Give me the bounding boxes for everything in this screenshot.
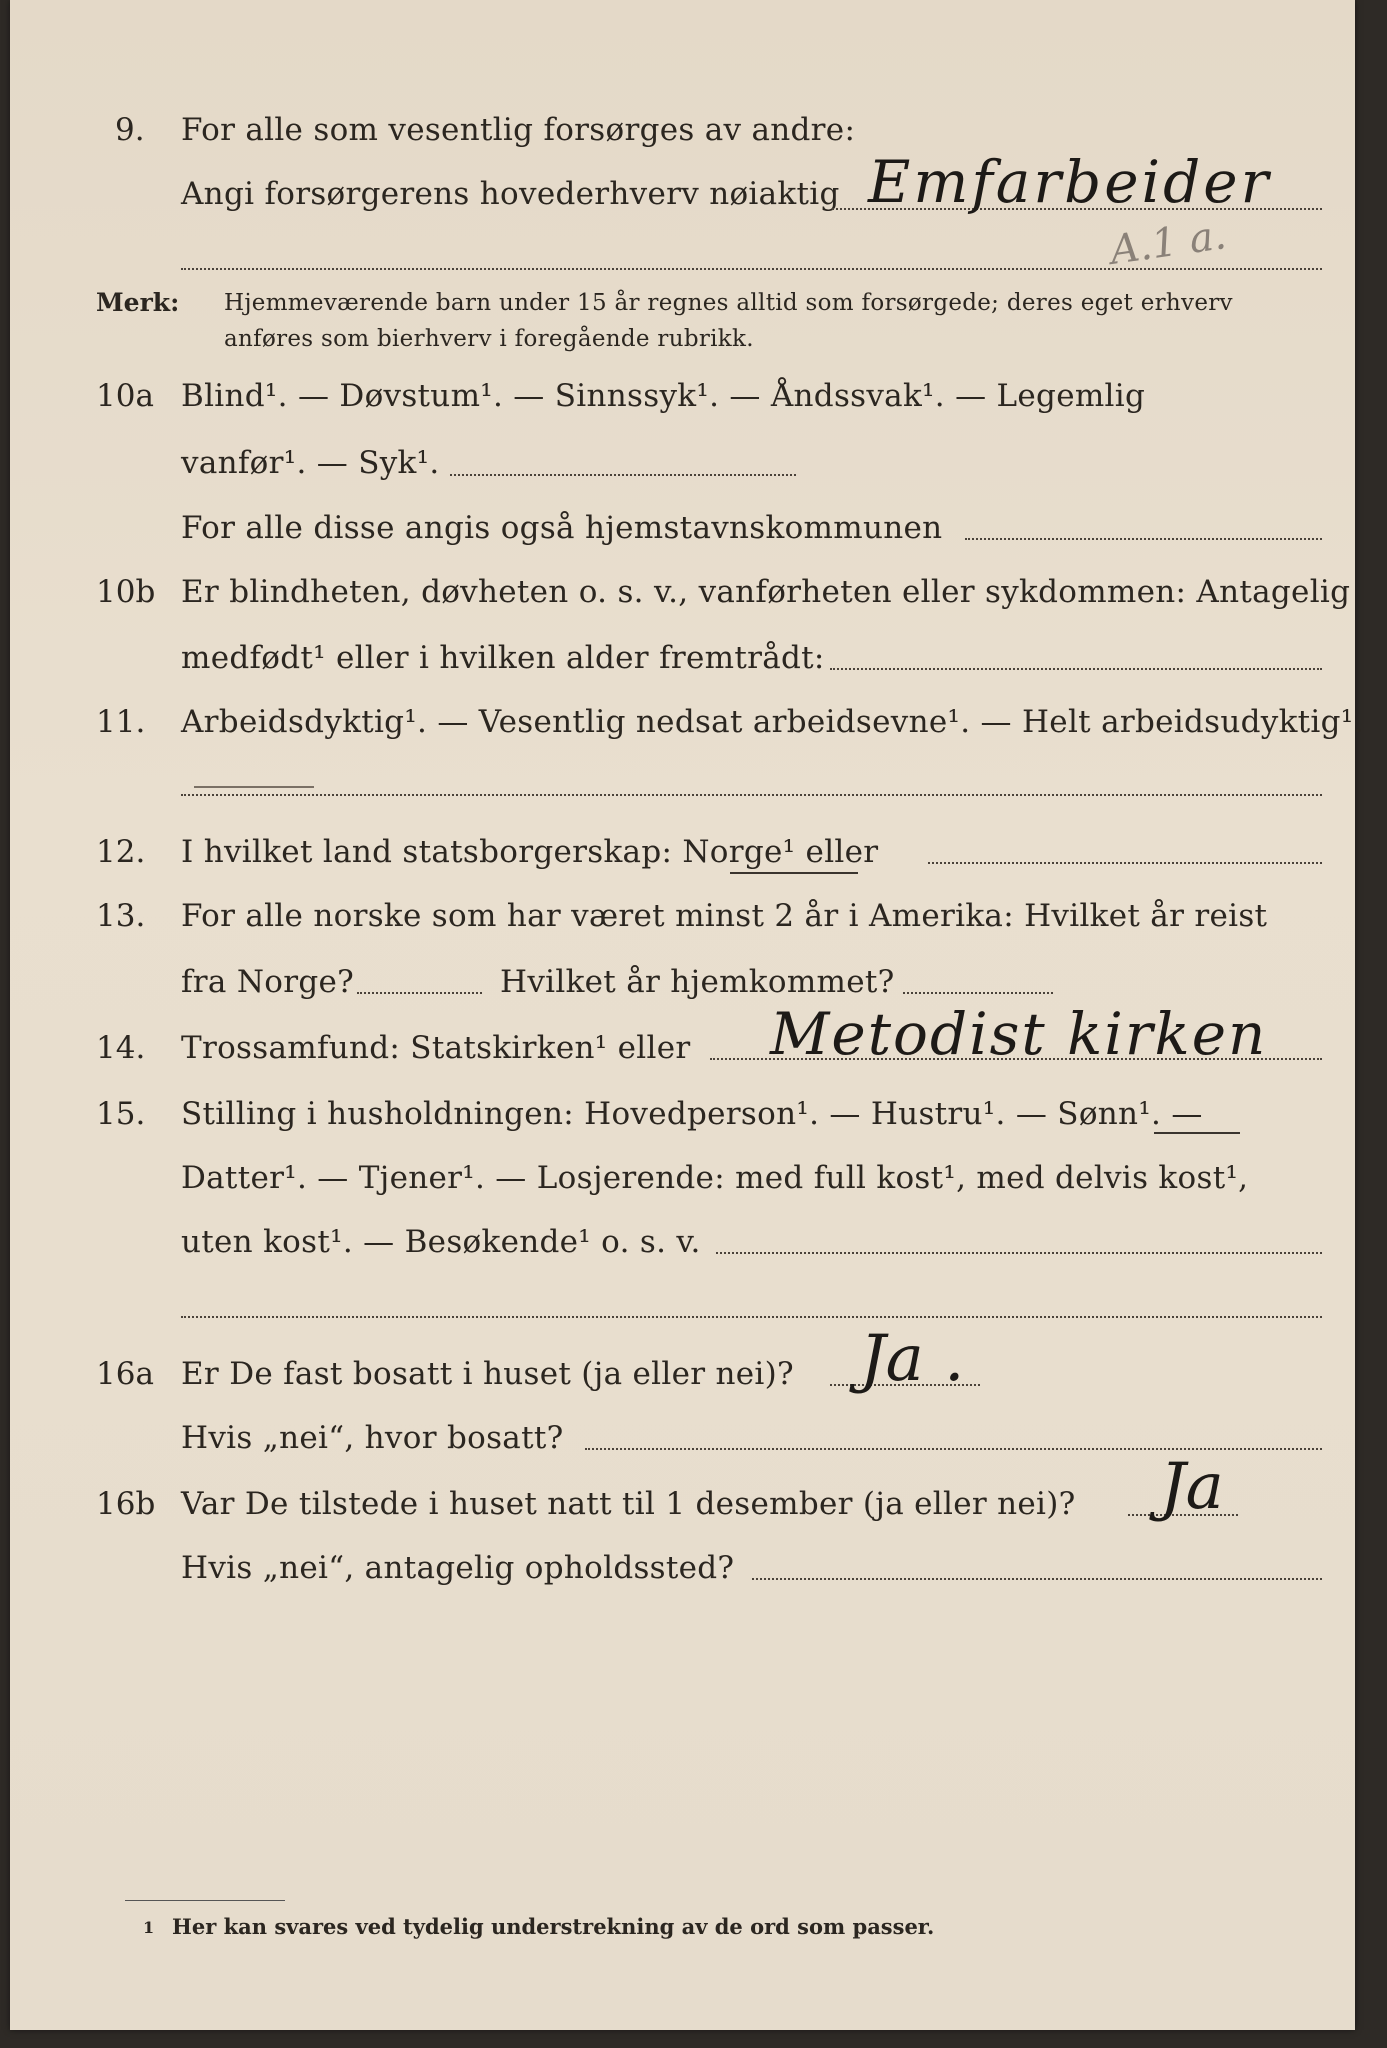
footnote-rule [125,1900,285,1901]
q16a-number: 16a [96,1356,154,1392]
q10a-line1: Blind¹. — Døvstum¹. — Sinnssyk¹. — Åndssvak¹. — Legemlig [181,378,1146,414]
q12-line1: I hvilket land statsborgerskap: Norge¹ eller [181,834,879,870]
q9-number: 9. [115,112,145,148]
q16a-line2: Hvis „nei“, hvor bosatt? [181,1420,564,1456]
q14-handwritten-answer: Metodist kirken [770,1000,1268,1068]
q11-pen-stroke [194,786,314,788]
q11-number: 11. [96,704,146,740]
q10b-line2: medfødt¹ eller i hvilken alder fremtrådt: [181,640,825,676]
q13-dotted-line-2 [903,992,1053,994]
q12-dotted-line [928,862,1322,864]
form-page [10,0,1364,2030]
q12-norge-underline [730,872,858,874]
q10a-number: 10a [96,378,154,414]
q9-handwritten-answer: Emfarbeider [868,148,1272,216]
q16b-line1: Var De tilstede i huset natt til 1 desember (ja eller nei)? [181,1486,1076,1522]
q12-number: 12. [96,834,146,870]
q15-number: 15. [96,1096,146,1132]
q10a-dotted-line [450,474,796,476]
q10b-line1: Er blindheten, døvheten o. s. v., vanførheten eller sykdommen: Antagelig [181,574,1351,610]
q11-dotted-line [181,794,1322,796]
q14-line1: Trossamfund: Statskirken¹ eller [181,1030,691,1066]
q10a-line2: vanfør¹. — Syk¹. [181,445,440,481]
q13-number: 13. [96,898,146,934]
q14-number: 14. [96,1030,146,1066]
q15-line3: uten kost¹. — Besøkende¹ o. s. v. [181,1224,701,1260]
q13-dotted-line [357,992,482,994]
q13-line2b: Hvilket år hjemkommet? [500,964,895,1000]
q15-dotted-line-2 [181,1316,1322,1318]
merk-line2: anføres som bierhverv i foregående rubrikk. [224,326,754,352]
q10b-number: 10b [96,574,156,610]
q9-line2: Angi forsørgerens hovederhverv nøiaktig [181,176,840,212]
q9-line1: For alle som vesentlig forsørges av andre: [181,112,856,148]
q9-pencil-mark: A.1 a. [1107,212,1229,274]
q13-line2a: fra Norge? [181,964,355,1000]
merk-line1: Hjemmeværende barn under 15 år regnes alltid som forsørgede; deres eget erhverv [224,290,1233,316]
q15-line1: Stilling i husholdningen: Hovedperson¹. — Hustru¹. — Sønn¹. — [181,1096,1203,1132]
q16b-line2: Hvis „nei“, antagelig opholdssted? [181,1550,735,1586]
q15-dotted-line [716,1252,1322,1254]
q16b-number: 16b [96,1486,156,1522]
q11-line1: Arbeidsdyktig¹. — Vesentlig nedsat arbeidsevne¹. — Helt arbeidsudyktig¹. [181,704,1364,740]
merk-label: Merk: [96,288,180,317]
q15-sonn-underline [1154,1132,1240,1134]
q16a-line1: Er De fast bosatt i huset (ja eller nei)? [181,1356,794,1392]
footnote-mark: 1 [143,1918,155,1937]
q13-line1: For alle norske som har været minst 2 år i Amerika: Hvilket år reist [181,898,1268,934]
q16b-handwritten-answer: Ja [1160,1450,1224,1524]
q16b-dotted-line-2 [752,1578,1322,1580]
q10b-dotted-line [830,668,1322,670]
q10a-dotted-line-2 [965,538,1322,540]
q10a-line3: For alle disse angis også hjemstavnskommunen [181,510,943,546]
q16a-handwritten-answer: Ja . [860,1322,965,1396]
q15-line2: Datter¹. — Tjener¹. — Losjerende: med full kost¹, med delvis kost¹, [181,1160,1249,1196]
footnote-text: Her kan svares ved tydelig understrekning av de ord som passer. [172,1914,935,1939]
